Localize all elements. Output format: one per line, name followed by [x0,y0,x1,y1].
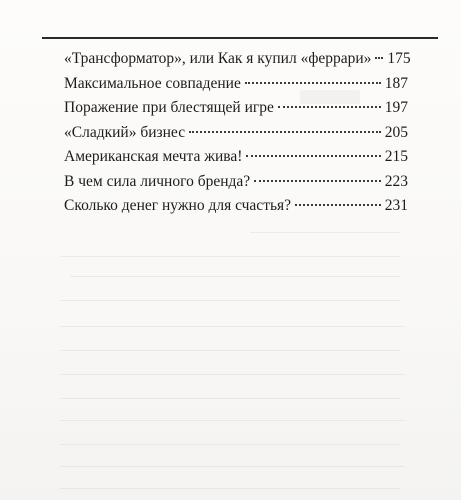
toc-dot-leader [375,57,383,59]
toc-entry-page: 175 [387,50,411,67]
toc-entry[interactable] [64,99,408,124]
toc-dot-leader [278,106,381,108]
toc-entry-page: 187 [384,74,408,92]
toc-dot-leader [254,180,381,182]
toc-entry[interactable] [64,75,408,100]
toc-entry-page: 205 [384,123,408,141]
header-rule [42,37,438,39]
toc-entry-title: Поражение при блестящей игре [64,99,274,116]
toc-entry-page: 197 [384,99,408,116]
toc-entry-page: 215 [384,148,408,165]
toc-dot-leader [246,155,380,157]
toc-entry[interactable] [64,50,411,75]
toc-entry-title: «Сладкий» бизнес [64,123,186,141]
toc-entry[interactable] [64,197,408,222]
toc-dot-leader [295,204,381,206]
toc-entry-page: 231 [384,197,408,214]
toc-entry[interactable] [64,148,408,173]
toc-entry[interactable] [64,124,408,149]
toc-entry-title: Американская мечта жива! [64,148,243,165]
toc-entry[interactable] [64,173,408,198]
table-of-contents [64,50,411,222]
toc-entry-title: «Трансформатор», или Как я купил «феррари» [64,50,372,67]
toc-dot-leader [245,82,381,84]
toc-dot-leader [189,131,381,133]
toc-entry-page: 223 [384,172,408,190]
toc-entry-title: Сколько денег нужно для счастья? [64,197,292,214]
toc-entry-title: Максимальное совпадение [64,74,241,92]
toc-entry-title: В чем сила личного бренда? [64,172,251,190]
